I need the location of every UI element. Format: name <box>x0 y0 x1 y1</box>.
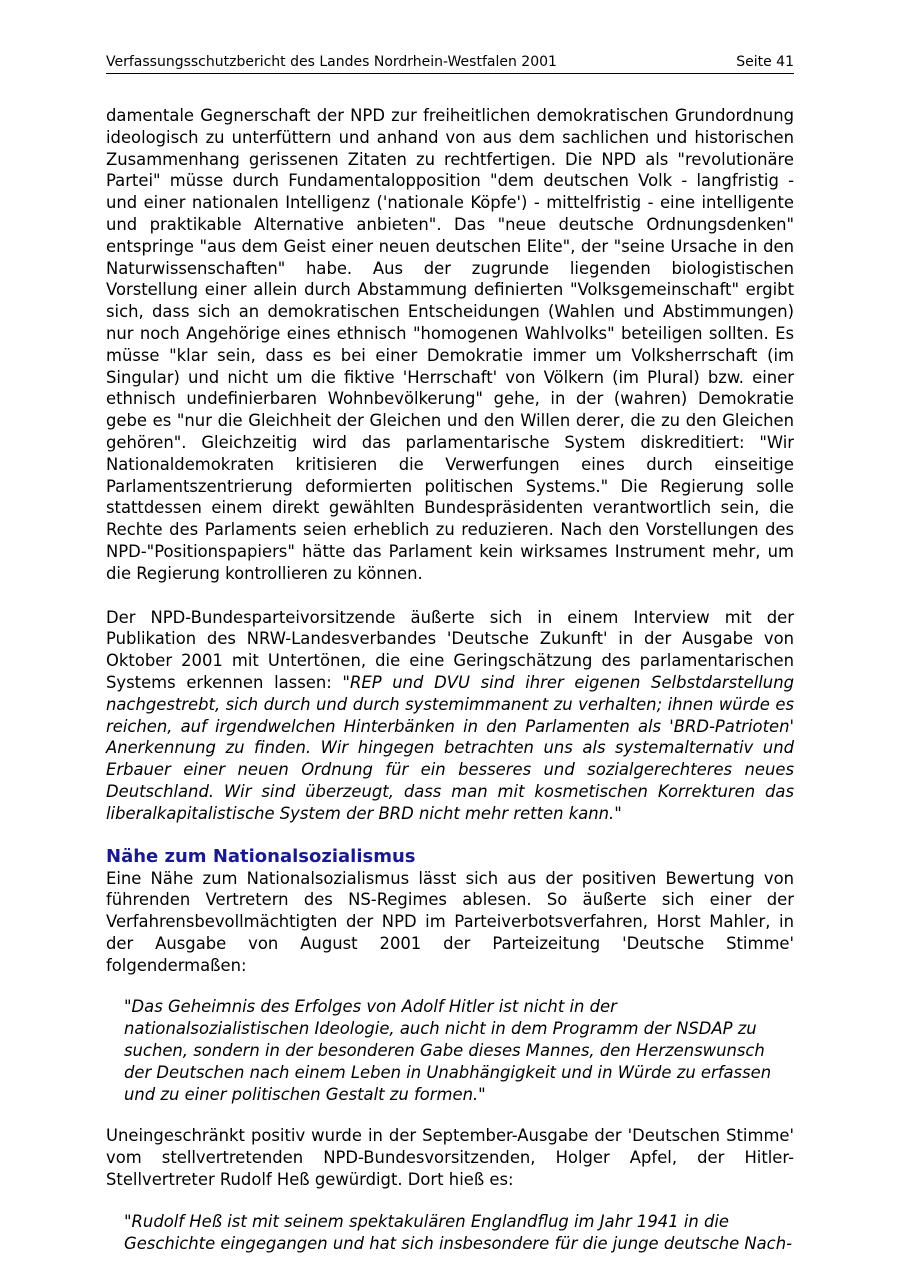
page-header <box>106 53 794 74</box>
page-number: Seite 41 <box>736 54 794 70</box>
paragraph-2-quote: REP und DVU sind ihrer eigenen Selbstdarstellung nachgestrebt, sich durch und durch systemimmanent zu verhalten; ihnen würde es reichen, auf irgendwelchen Hinterbänken in den Parlamenten als 'BRD-Patrioten' Anerkennung zu finden. Wir hingegen betrachten uns als systemalternativ und Erbauer einer neuen Ordnung für ein besseres und sozialgerechteres neues Deutschland. Wir sind überzeugt, dass man mit kosmetischen Korrekturen das liberalkapitalistische System der BRD nicht mehr retten kann. <box>106 672 794 823</box>
paragraph-3: Eine Nähe zum Nationalsozialismus lässt sich aus der positiven Bewertung von führenden Vertretern des NS-Regimes ablesen. So äußerte sich einer der Verfahrensbevollmächtigten der NPD im Parteiverbotsverfahren, Horst Mahler, in der Ausgabe von August 2001 der Parteizeitung 'Deutsche Stimme' folgendermaßen: <box>106 868 794 975</box>
paragraph-2-intro: Der NPD-Bundesparteivorsitzende äußerte sich in einem Interview mit der Publikation des NRW-Landesverbandes 'Deutsche Zukunft' in der Ausgabe von Oktober 2001 mit Untertönen, die eine Geringschätzung des parlamentarischen Systems erkennen lassen: " <box>106 607 794 692</box>
paragraph-4: Uneingeschränkt positiv wurde in der September-Ausgabe der 'Deutschen Stimme' vom stellvertretenden NPD-Bundesvorsitzenden, Holger Apfel, der Hitler-Stellvertreter Rudolf Heß gewürdigt. Dort hieß es: <box>106 1126 794 1190</box>
paragraph-2 <box>106 607 794 825</box>
section-heading: Nähe zum Nationalsozialismus <box>106 845 416 867</box>
header-title: Verfassungsschutzbericht des Landes Nordrhein-Westfalen 2001 <box>106 54 557 70</box>
block-quote-2: "Rudolf Heß ist mit seinem spektakulären Englandflug im Jahr 1941 in die Geschichte eingegangen und hat sich insbesondere für die junge deutsche Nach- <box>124 1211 792 1253</box>
document-body <box>106 105 794 1254</box>
block-quote-1: "Das Geheimnis des Erfolges von Adolf Hitler ist nicht in der nationalsozialistischen Ideologie, auch nicht in dem Programm der NSDAP zu suchen, sondern in der besonderen Gabe dieses Mannes, den Herzenswunsch der Deutschen nach einem Leben in Unabhängigkeit und in Würde zu erfassen und zu einer politischen Gestalt zu formen." <box>124 997 772 1104</box>
paragraph-2-end: " <box>614 803 622 823</box>
paragraph-1: damentale Gegnerschaft der NPD zur freiheitlichen demokratischen Grundordnung ideologisch zu unterfüttern und anhand von aus dem sachlichen und historischen Zusammenhang gerissenen Zitaten zu rechtfertigen. Die NPD als "revolutionäre Partei" müsse durch Fundamentalopposition "dem deutschen Volk - langfristig - und einer nationalen Intelligenz ('nationale Köpfe') - mittelfristig - eine intelligente und praktikable Alternative anbieten". Das "neue deutsche Ordnungsdenken" entspringe "aus dem Geist einer neuen deutschen Elite", der "seine Ursache in den Naturwissenschaften" habe. Aus der zugrunde liegenden biologistischen Vorstellung einer allein durch Abstammung definierten "Volksgemeinschaft" ergibt sich, dass sich an demokratischen Entscheidungen (Wahlen und Abstimmungen) nur noch Angehörige eines ethnisch "homogenen Wahlvolks" beteiligen sollten. Es müsse "klar sein, dass es bei einer Demokratie immer um Volksherrschaft (im Singular) und nicht um die fiktive 'Herrschaft' von Völkern (im Plural) bzw. einer ethnisch undefinierbaren Wohnbevölkerung" gehe, in der (wahren) Demokratie gebe es "nur die Gleichheit der Gleichen und den Willen derer, die zu den Gleichen gehören". Gleichzeitig wird das parlamentarische System diskreditiert: "Wir Nationaldemokraten kritisieren die Verwerfungen eines durch einseitige Parlamentszentrierung deformierten politischen Systems." Die Regierung solle stattdessen einem direkt gewählten Bundespräsidenten verantwortlich sein, die Rechte des Parlaments seien erheblich zu reduzieren. Nach den Vorstellungen des NPD-"Positionspapiers" hätte das Parlament kein wirksames Instrument mehr, um die Regierung kontrollieren zu können. <box>106 106 794 583</box>
